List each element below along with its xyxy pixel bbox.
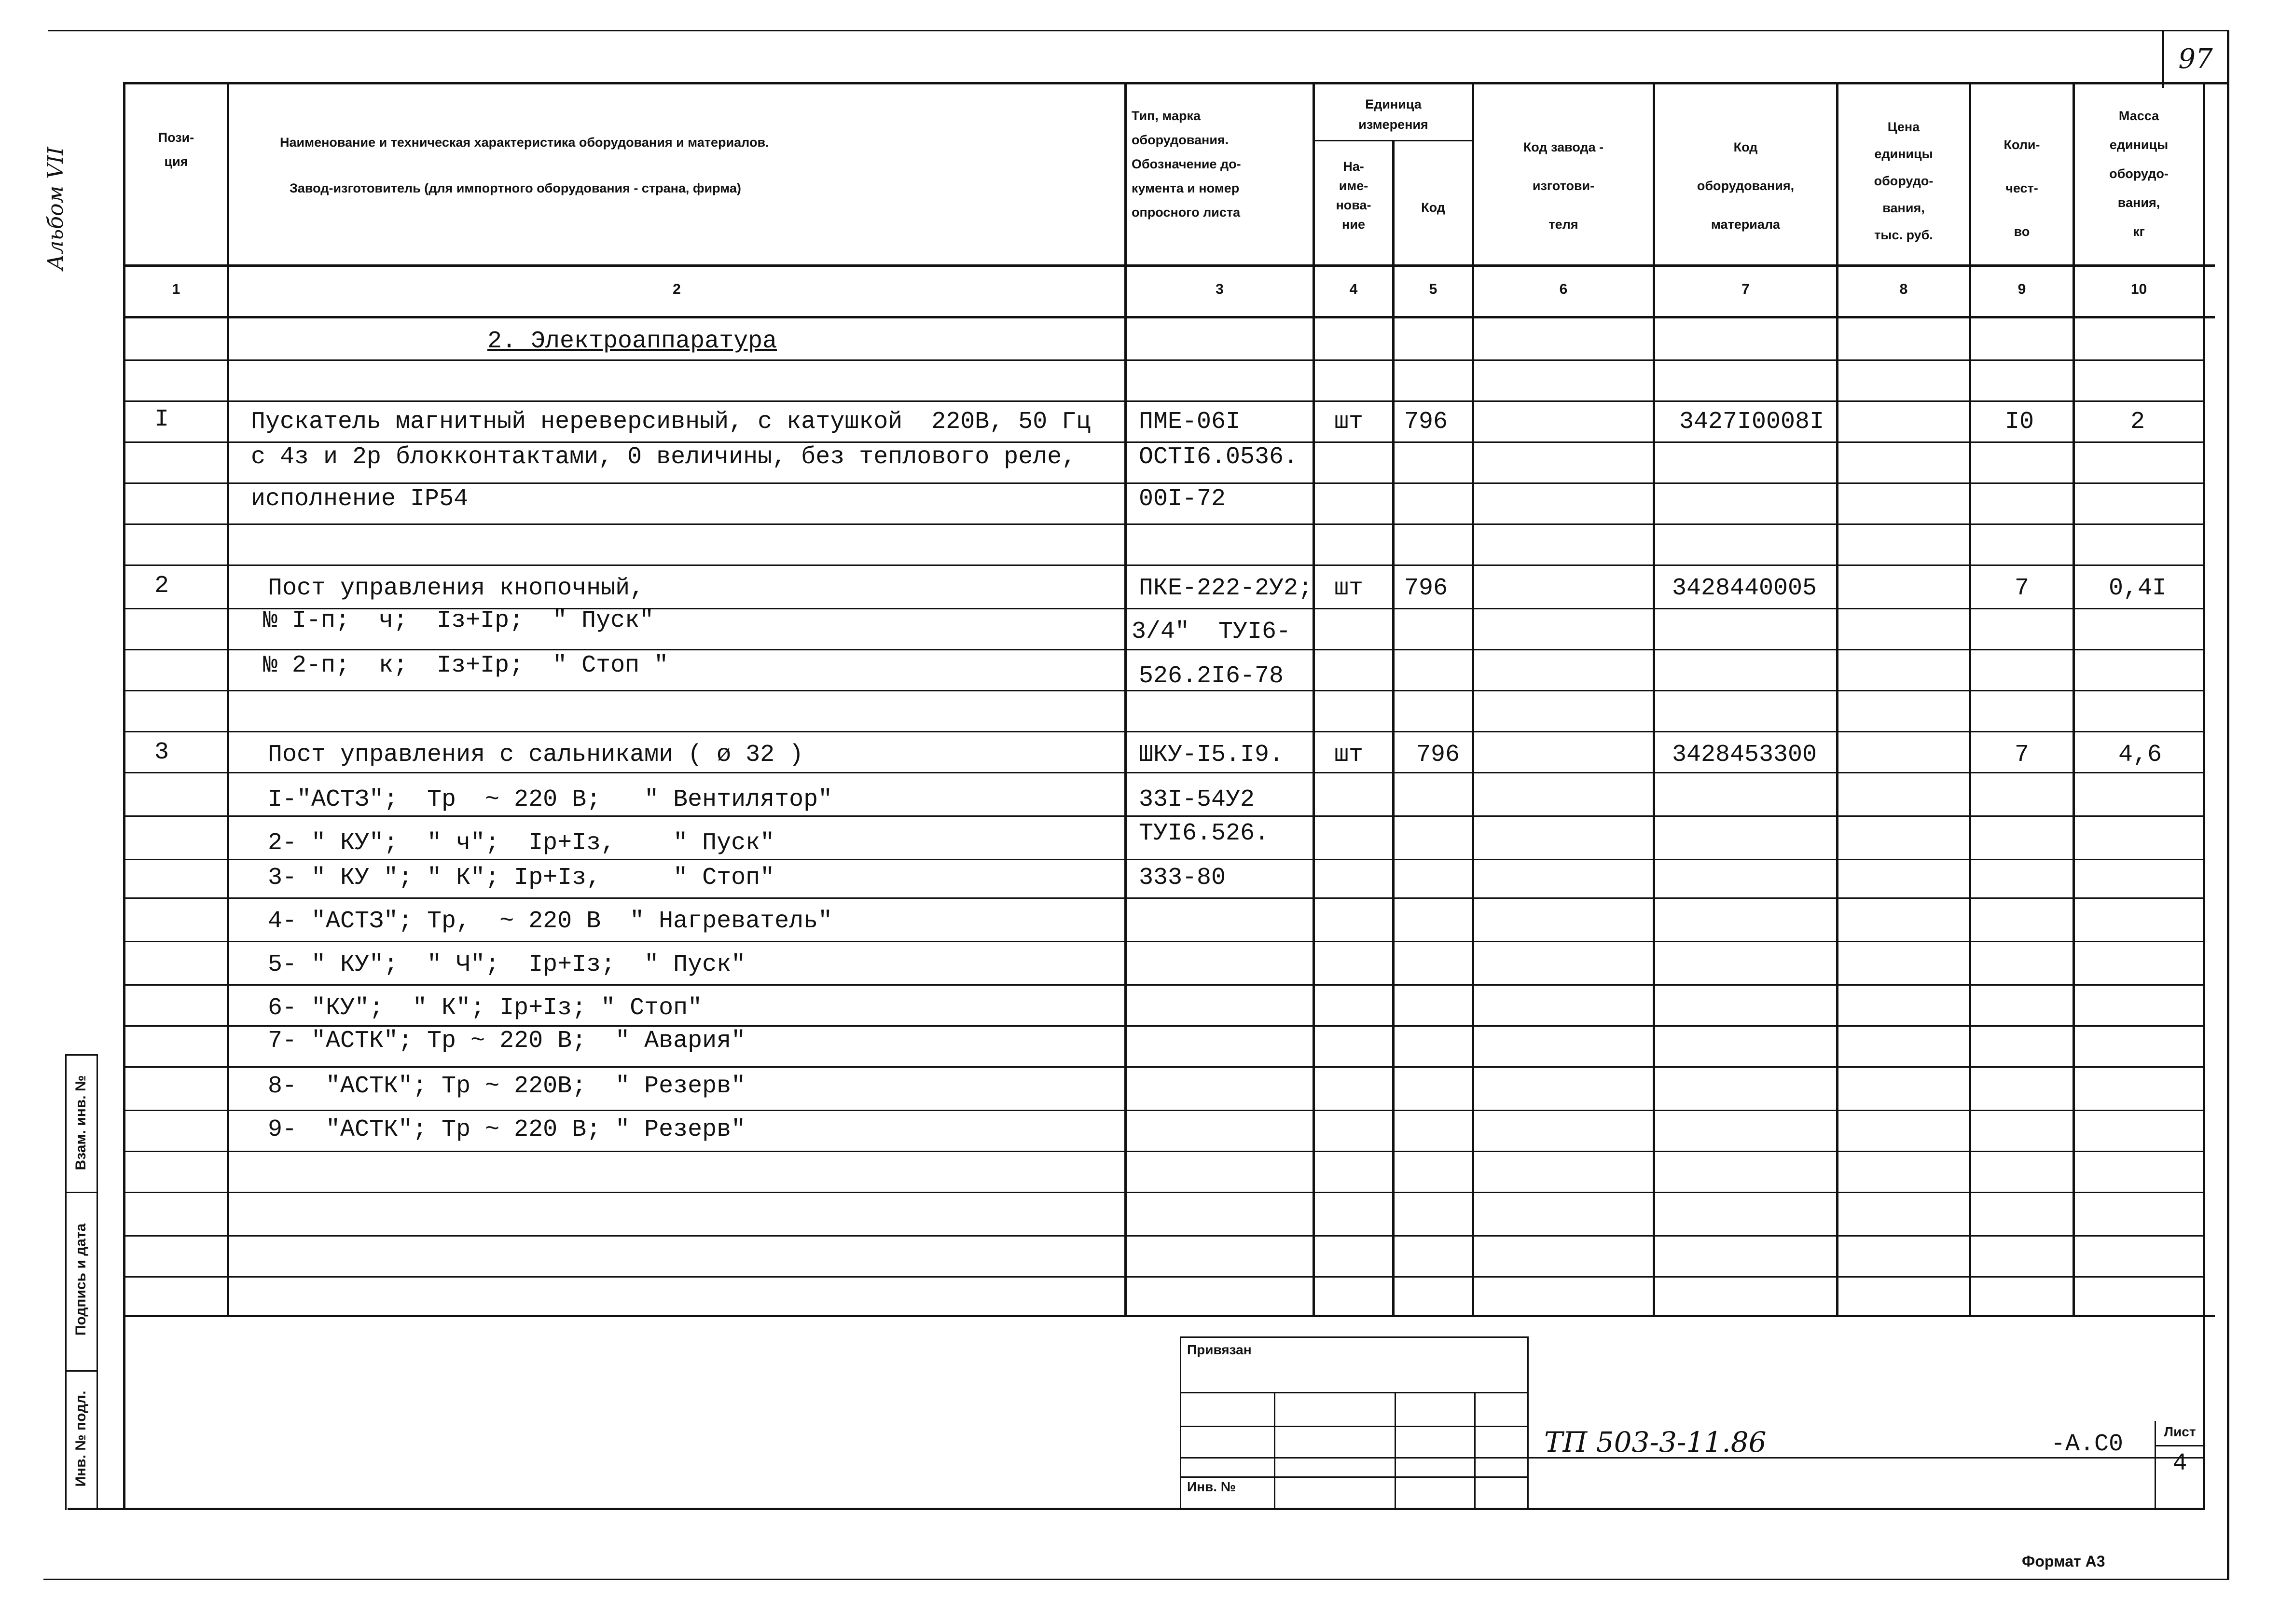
item-equipment-code: 3428440005 xyxy=(1672,575,1817,602)
item-quantity: 7 xyxy=(2015,575,2030,602)
section-title: 2. Электроаппаратура xyxy=(487,328,777,355)
item-name: № I-п; ч; Iз+Iр; " Пуск" xyxy=(263,607,654,634)
album-label: Альбом VII xyxy=(43,147,68,270)
column-number: 5 xyxy=(1429,281,1437,297)
item-mass: 4,6 xyxy=(2118,741,2162,769)
column-number: 8 xyxy=(1899,281,1908,297)
item-unit: шт xyxy=(1334,741,1364,769)
header-unit-name: На- име- нова- ние xyxy=(1336,159,1371,232)
column-number: 7 xyxy=(1741,281,1750,297)
item-type: ОСТI6.0536. xyxy=(1139,443,1299,471)
item-unit-code: 796 xyxy=(1404,408,1448,436)
item-name: 2- " КУ"; " ч"; Iр+Iз, " Пуск" xyxy=(268,829,775,857)
inv-no-label: Инв. № xyxy=(1187,1479,1236,1494)
header-unit-group: Единица измерения xyxy=(1358,97,1428,132)
item-type: ПКЕ-222-2У2; xyxy=(1139,575,1313,602)
header-mass: Масса единицы оборудо- вания, кг xyxy=(2109,109,2169,239)
item-name: 8- "АСТК"; Тр ~ 220В; " Резерв" xyxy=(268,1073,746,1100)
item-name: 4- "АСТЗ"; Тр, ~ 220 В " Нагреватель" xyxy=(268,908,833,935)
column-number: 10 xyxy=(2130,281,2147,297)
sheet-label: Лист xyxy=(2164,1424,2196,1439)
item-name: исполнение IP54 xyxy=(251,485,469,513)
item-type: 00I-72 xyxy=(1139,485,1226,513)
item-equipment-code: 3428453300 xyxy=(1672,741,1817,769)
item-type: ШКУ-I5.I9. xyxy=(1139,741,1284,769)
item-name: № 2-п; к; Iз+Iр; " Стоп " xyxy=(263,652,669,679)
header-name-line1: Наименование и техническая характеристика оборудования и материалов. xyxy=(280,135,769,150)
column-number: 9 xyxy=(2017,281,2026,297)
item-unit: шт xyxy=(1334,408,1364,436)
header-factory-code: Код завода - изготови- теля xyxy=(1523,140,1604,232)
stamp-podpis: Подпись и дата xyxy=(73,1223,89,1336)
header-unit-code: Код xyxy=(1421,200,1445,215)
column-number: 1 xyxy=(172,281,180,297)
column-number: 3 xyxy=(1216,281,1224,297)
document-suffix: -А.С0 xyxy=(2051,1431,2124,1458)
item-name: 9- "АСТК"; Тр ~ 220 В; " Резерв" xyxy=(268,1116,746,1143)
document-code: ТП 503-3-11.86 xyxy=(1544,1426,1767,1459)
item-quantity: 7 xyxy=(2015,741,2030,769)
header-price: Цена единицы оборудо- вания, тыс. руб. xyxy=(1874,120,1934,242)
header-position: Пози- ция xyxy=(158,130,194,169)
sheet-number: 97 xyxy=(2178,43,2213,75)
item-unit-code: 796 xyxy=(1404,575,1448,602)
stamp-inv: Инв. № подл. xyxy=(73,1390,89,1487)
item-type: ПМЕ-06I xyxy=(1139,408,1241,436)
item-type: ТУI6.526. xyxy=(1139,820,1270,847)
format-label: Формат А3 xyxy=(2022,1553,2105,1570)
item-name: 3- " КУ "; " К"; Iр+Iз, " Стоп" xyxy=(268,864,775,892)
header-quantity: Коли- чест- во xyxy=(2004,138,2040,239)
item-unit: шт xyxy=(1334,575,1364,602)
item-position: 2 xyxy=(154,572,169,600)
item-position: I xyxy=(154,406,169,433)
item-name: Пост управления кнопочный, xyxy=(268,575,645,602)
item-name: с 4з и 2р блокконтактами, 0 величины, без теплового реле, xyxy=(251,443,1077,471)
item-name: I-"АСТЗ"; Тр ~ 220 В; " Вентилятор" xyxy=(268,786,833,813)
header-equipment-code: Код оборудования, материала xyxy=(1697,140,1795,232)
item-mass: 0,4I xyxy=(2109,575,2167,602)
item-type: 3/4" ТУI6- xyxy=(1132,618,1291,646)
item-name: 7- "АСТК"; Тр ~ 220 В; " Авария" xyxy=(268,1027,746,1055)
item-name: 5- " КУ"; " Ч"; Iр+Iз; " Пуск" xyxy=(268,951,746,978)
item-name: Пускатель магнитный нереверсивный, с катушкой 220В, 50 Гц xyxy=(251,408,1091,436)
item-unit-code: 796 xyxy=(1416,741,1460,769)
item-type: 33I-54У2 xyxy=(1139,786,1255,813)
column-number: 2 xyxy=(673,281,681,297)
column-number: 6 xyxy=(1559,281,1568,297)
item-equipment-code: 3427I0008I xyxy=(1679,408,1824,436)
column-number: 4 xyxy=(1349,281,1358,297)
stamp-vzam: Взам. инв. № xyxy=(73,1075,89,1170)
header-type: Тип, марка оборудования. Обозначение до- кумента и номер опросного листа xyxy=(1132,109,1241,220)
privyazan-label: Привязан xyxy=(1187,1342,1252,1357)
item-type: 333-80 xyxy=(1139,864,1226,892)
item-quantity: I0 xyxy=(2005,408,2034,436)
sheet-number-bottom: 4 xyxy=(2172,1450,2187,1477)
item-type: 526.2I6-78 xyxy=(1139,662,1284,690)
item-name: 6- "КУ"; " К"; Iр+Iз; " Стоп" xyxy=(268,994,703,1022)
item-mass: 2 xyxy=(2130,408,2145,436)
item-position: 3 xyxy=(154,739,169,766)
item-name: Пост управления с сальниками ( ø 32 ) xyxy=(268,741,804,769)
header-name-line2: Завод-изготовитель (для импортного оборудования - страна, фирма) xyxy=(290,181,741,195)
